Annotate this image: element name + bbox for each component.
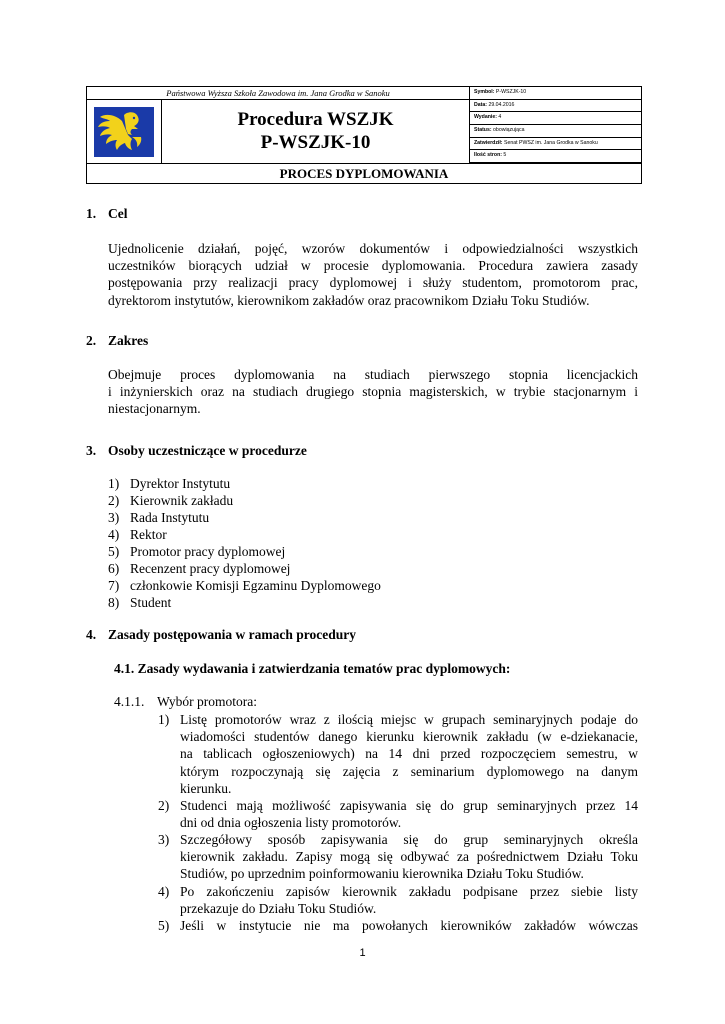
meta-status: Status: obowiązująca	[470, 125, 641, 138]
procedure-title	[162, 100, 470, 163]
metadata-panel	[470, 87, 641, 163]
list-item: 6) Recenzent pracy dyplomowej	[108, 561, 291, 576]
title-line-2: P-WSZJK-10	[260, 132, 371, 153]
institution-name: Państwowa Wyższa Szkoła Zawodowa im. Jana Grodka w Sanoku	[87, 87, 470, 100]
eagle-logo-icon	[94, 107, 154, 157]
meta-symbol: Symbol: P-WSZJK-10	[470, 87, 641, 100]
meta-approved-by: Zatwierdził: Senat PWSZ im. Jana Grodka w Sanoku	[470, 138, 641, 151]
title-line-1: Procedura WSZJK	[237, 109, 394, 130]
university-logo	[87, 100, 162, 163]
list-item: 2) Kierownik zakładu	[108, 493, 234, 508]
meta-date: Data: 29.04.2016	[470, 100, 641, 113]
subsection-4-1-1-heading: 4.1.1. Wybór promotora:	[114, 694, 258, 709]
list-item: 5) Promotor pracy dyplomowej	[108, 544, 286, 559]
list-item: 7) członkowie Komisji Egzaminu Dyplomowego	[108, 578, 381, 593]
page-number: 1	[359, 947, 366, 959]
document-header	[86, 86, 642, 184]
list-item: 8) Student	[108, 595, 172, 610]
list-item: 3) Rada Instytutu	[108, 510, 210, 525]
meta-edition: Wydanie: 4	[470, 112, 641, 125]
section-1-text: Ujednolicenie działań, pojęć, wzorów dokumentów i odpowiedzialności wszystkich uczestników biorących udział w procesie dyplomowania. Procedura zawiera zasady postępowania przy realizacji pracy dyplomowej i służy studentom, promotorom prac, dyrektorom instytutów, kierownikom zakładów oraz pracownikom Działu Toku Studiów.	[108, 241, 638, 308]
list-item: 4) Rektor	[108, 527, 167, 542]
numbered-item: 5) Jeśli w instytucie nie ma powołanych kierowników zakładów wówczas	[158, 918, 638, 933]
numbered-item: 3) Szczegółowy sposób zapisywania się do grup seminaryjnych określa kierownik zakładu. Zapisy mogą się odbywać za pośrednictwem Działu Toku Studiów, po uprzednim poinformowaniu kierownika Działu Toku Studiów.	[158, 832, 638, 882]
section-2-text: Obejmuje proces dyplomowania na studiach pierwszego stopnia licencjackich i inżynierskich oraz na studiach drugiego stopnia magisterskich, w trybie stacjonarnym i niestacjonarnym.	[108, 367, 638, 417]
numbered-item: 1) Listę promotorów wraz z ilością miejsc w grupach seminaryjnych podaje do wiadomości studentów danego kierunku kierownik zakładu (w e-dziekanacie, na tablicach ogłoszeniowych) na 14 dni przed rozpoczęciem semestru, w którym rozpoczynają się zajęcia z seminarium dyplomowego na danym kierunku.	[158, 712, 638, 796]
numbered-item: 2) Studenci mają możliwość zapisywania się do grup seminaryjnych przez 14 dni od dnia ogłoszenia listy promotorów.	[158, 798, 638, 831]
meta-page-count: Ilość stron: 5	[470, 150, 641, 163]
numbered-item: 4) Po zakończeniu zapisów kierownik zakładu podpisane przez siebie listy przekazuje do Działu Toku Studiów.	[158, 884, 638, 917]
document-subtitle: PROCES DYPLOMOWANIA	[87, 163, 641, 183]
subsection-4-1-heading: 4.1. Zasady wydawania i zatwierdzania tematów prac dyplomowych:	[114, 661, 511, 676]
list-item: 1) Dyrektor Instytutu	[108, 476, 231, 491]
